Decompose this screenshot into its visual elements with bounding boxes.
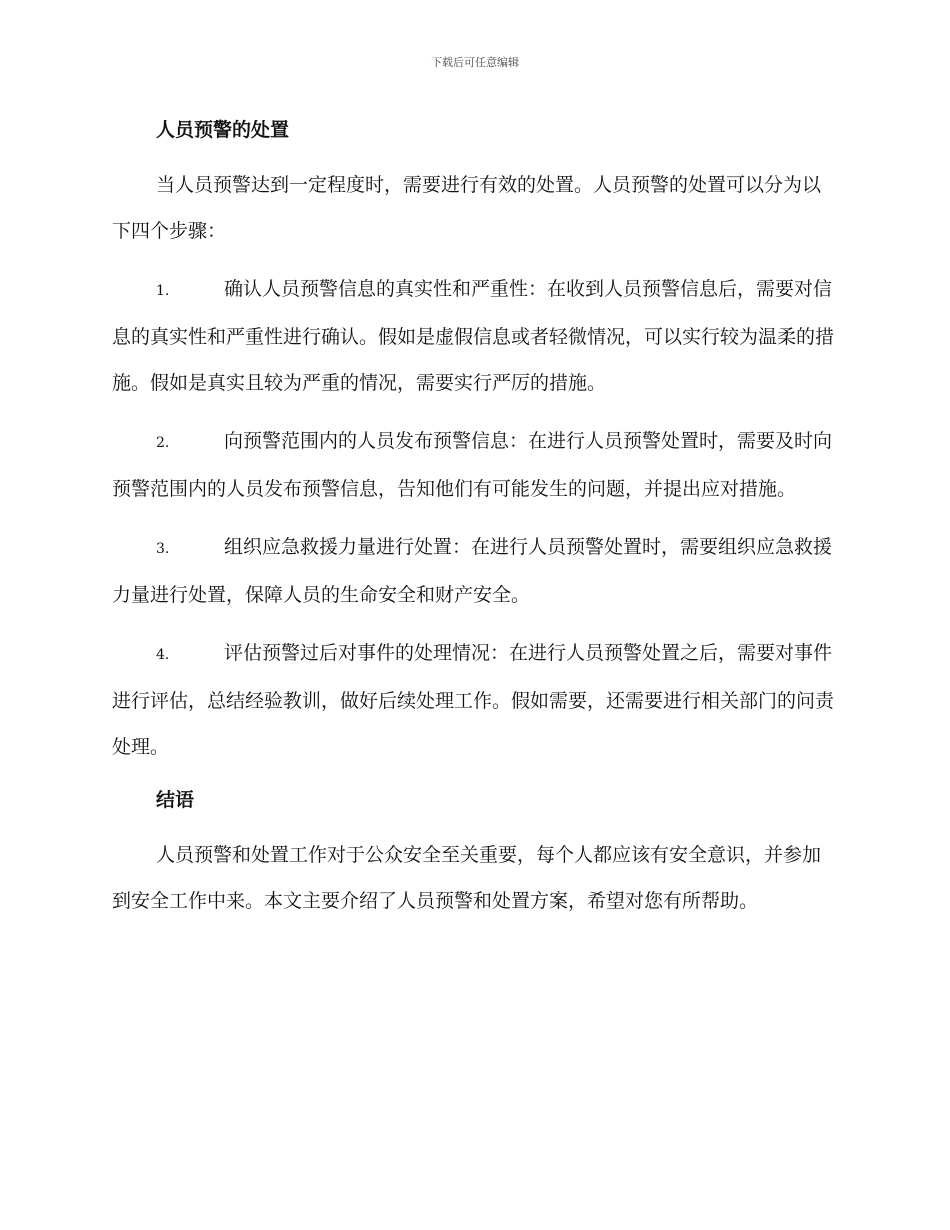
list-item-text: 确认人员预警信息的真实性和严重性：在收到人员预警信息后，需要对信息的真实性和严重性进行确认。假如是虚假信息或者轻微情况，可以实行较为温柔的措施。假如是真实且较为严重的情况，需要实行严厉的措施。 [112, 278, 835, 394]
list-item [112, 630, 836, 770]
page-header: 下载后可任意编辑 [431, 56, 519, 69]
list-item-number: 1. [156, 283, 170, 299]
intro-paragraph: 当人员预警达到一定程度时，需要进行有效的处置。人员预警的处置可以分为以下四个步骤： [112, 174, 822, 242]
list-item-number: 2. [156, 435, 170, 451]
list-item-number: 3. [156, 541, 170, 557]
document-body [112, 112, 836, 936]
list-item [112, 524, 836, 618]
conclusion-paragraph: 人员预警和处置工作对于公众安全至关重要，每个人都应该有安全意识，并参加到安全工作中来。本文主要介绍了人员预警和处置方案，希望对您有所帮助。 [112, 844, 822, 912]
list-item-number: 4. [156, 647, 170, 663]
list-item [112, 266, 836, 406]
list-item-text: 评估预警过后对事件的处理情况：在进行人员预警处置之后，需要对事件进行评估，总结经验教训，做好后续处理工作。假如需要，还需要进行相关部门的问责处理。 [112, 642, 835, 758]
list-item [112, 418, 836, 512]
section-title-disposal: 人员预警的处置 [156, 119, 290, 141]
list-item-text: 向预警范围内的人员发布预警信息：在进行人员预警处置时，需要及时向预警范围内的人员发布预警信息，告知他们有可能发生的问题，并提出应对措施。 [112, 430, 833, 500]
list-item-text: 组织应急救援力量进行处置：在进行人员预警处置时，需要组织应急救援力量进行处置，保障人员的生命安全和财产安全。 [112, 536, 833, 606]
section-title-conclusion: 结语 [156, 789, 195, 811]
